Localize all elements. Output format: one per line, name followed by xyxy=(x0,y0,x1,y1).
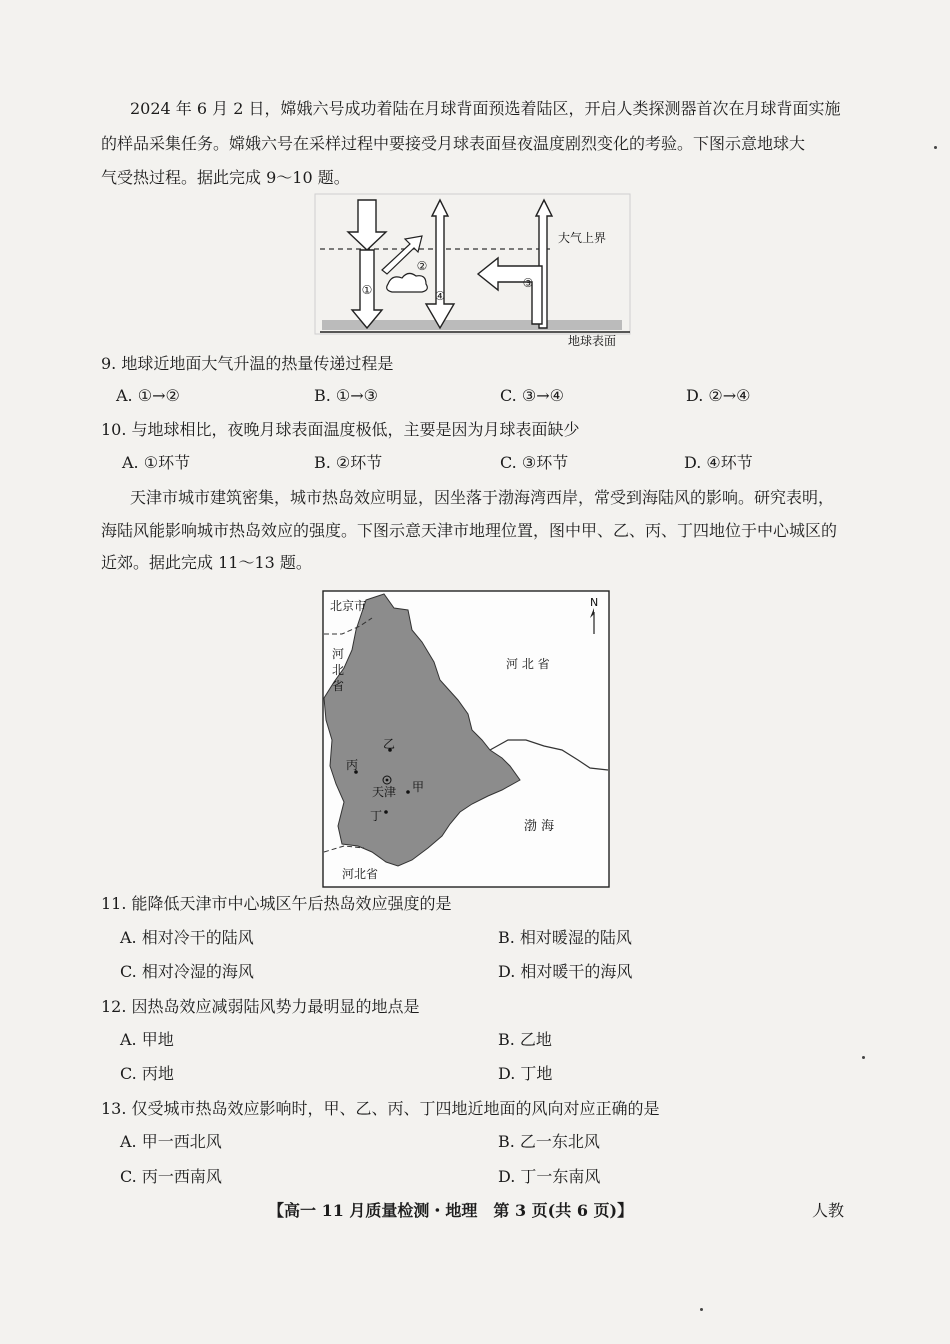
jia-point xyxy=(406,790,410,794)
intro1-line-1: 2024 年 6 月 2 日，嫦娥六号成功着陆在月球背面预选着陆区，开启人类探测器首次在月球背面实施 xyxy=(130,99,841,118)
yi-label: 乙 xyxy=(383,737,396,751)
cloud-shape xyxy=(387,273,428,292)
hebei-north-label: 河 北 省 xyxy=(506,657,550,671)
arrow-4 xyxy=(426,200,454,328)
q11-stem: 11. 能降低天津市中心城区午后热岛效应强度的是 xyxy=(101,894,452,913)
arrow-3-label: ③ xyxy=(522,276,534,290)
q12-option-a[interactable]: A. 甲地 xyxy=(120,1030,174,1049)
q12-option-d[interactable]: D. 丁地 xyxy=(498,1064,553,1083)
q10-option-d[interactable]: D. ④环节 xyxy=(684,453,753,472)
atmosphere-top-label: 大气上界 xyxy=(558,231,607,245)
jia-label: 甲 xyxy=(412,780,425,794)
bing-label: 丙 xyxy=(346,758,359,772)
hebei-west-label-2: 北 xyxy=(332,663,345,677)
intro2-line-2: 海陆风能影响城市热岛效应的强度。下图示意天津市地理位置，图中甲、乙、丙、丁四地位于中心城区的 xyxy=(101,521,838,540)
ding-point xyxy=(384,810,388,814)
q9-option-c[interactable]: C. ③→④ xyxy=(500,386,564,405)
footer-edition: 人教 xyxy=(812,1201,845,1220)
q9-option-d[interactable]: D. ②→④ xyxy=(686,386,751,405)
tianjin-label: 天津 xyxy=(372,785,397,799)
q10-option-c[interactable]: C. ③环节 xyxy=(500,453,569,472)
q12-option-b[interactable]: B. 乙地 xyxy=(498,1030,552,1049)
ding-label: 丁 xyxy=(370,809,383,823)
hebei-west-label-3: 省 xyxy=(332,679,345,693)
q12-option-c[interactable]: C. 丙地 xyxy=(120,1064,174,1083)
q11-option-b[interactable]: B. 相对暖湿的陆风 xyxy=(498,928,632,947)
intro1-line-3: 气受热过程。据此完成 9～10 题。 xyxy=(101,168,350,187)
scan-speck xyxy=(700,1308,703,1311)
ground-label: 地球表面 xyxy=(568,334,617,348)
q11-option-a[interactable]: A. 相对冷干的陆风 xyxy=(120,928,254,947)
hebei-south-label: 河北省 xyxy=(342,867,379,881)
q11-option-d[interactable]: D. 相对暖干的海风 xyxy=(498,962,633,981)
q13-option-a[interactable]: A. 甲一西北风 xyxy=(120,1132,222,1151)
bohai-label: 渤 海 xyxy=(524,819,555,834)
arrow-3 xyxy=(478,258,542,324)
q10-stem: 10. 与地球相比，夜晚月球表面温度极低，主要是因为月球表面缺少 xyxy=(101,420,580,439)
q13-option-b[interactable]: B. 乙一东北风 xyxy=(498,1132,600,1151)
arrow-1-label: ① xyxy=(361,283,373,297)
north-label: N xyxy=(590,596,599,609)
q9-option-b[interactable]: B. ①→③ xyxy=(314,386,379,405)
scan-speck xyxy=(862,1056,865,1059)
q10-option-a[interactable]: A. ①环节 xyxy=(122,453,191,472)
intro2-line-1: 天津市城市建筑密集，城市热岛效应明显，因坐落于渤海湾西岸，常受到海陆风的影响。研究表明， xyxy=(130,488,835,507)
arrow-2-label: ② xyxy=(416,259,428,273)
arrow-solar-in xyxy=(348,200,386,250)
intro2-line-3: 近郊。据此完成 11～13 题。 xyxy=(101,553,312,572)
intro1-line-2: 的样品采集任务。嫦娥六号在采样过程中要接受月球表面昼夜温度剧烈变化的考验。下图示意地球大 xyxy=(101,134,806,153)
tianjin-location-map xyxy=(322,590,610,890)
beijing-label: 北京市 xyxy=(330,599,367,613)
q9-option-a[interactable]: A. ①→② xyxy=(116,386,180,405)
hebei-west-label-1: 河 xyxy=(332,647,345,661)
q10-option-b[interactable]: B. ②环节 xyxy=(314,453,383,472)
page-footer: 【高一 11 月质量检测・地理 第 3 页(共 6 页)】 xyxy=(268,1201,634,1220)
q13-option-c[interactable]: C. 丙一西南风 xyxy=(120,1167,222,1186)
q11-option-c[interactable]: C. 相对冷湿的海风 xyxy=(120,962,254,981)
atmosphere-heating-diagram xyxy=(310,192,640,352)
arrow-4-label: ④ xyxy=(434,289,446,303)
q9-stem: 9. 地球近地面大气升温的热量传递过程是 xyxy=(101,354,394,373)
q13-stem: 13. 仅受城市热岛效应影响时，甲、乙、丙、丁四地近地面的风向对应正确的是 xyxy=(101,1099,660,1118)
scan-speck xyxy=(934,146,937,149)
q13-option-d[interactable]: D. 丁一东南风 xyxy=(498,1167,601,1186)
q12-stem: 12. 因热岛效应减弱陆风势力最明显的地点是 xyxy=(101,997,420,1016)
